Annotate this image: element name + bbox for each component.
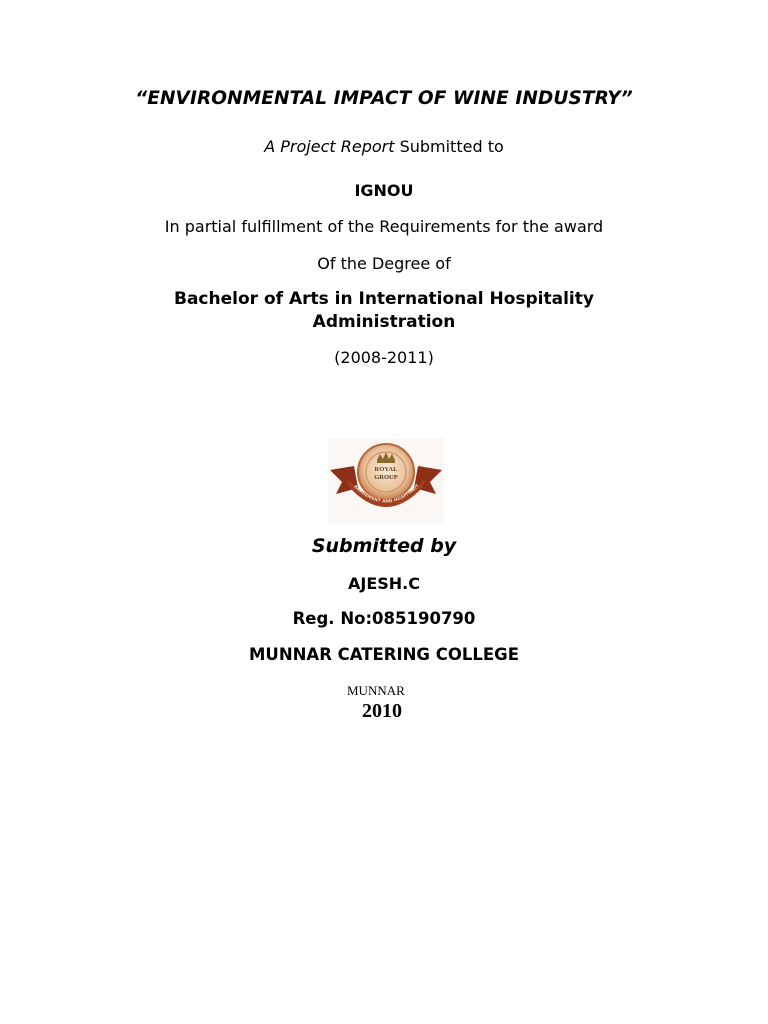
degree-name-line-2: Administration [312,312,456,332]
crown-base [377,460,395,463]
ribbon-caption-text: ANAGEMENT AND HOSPITALIT [352,482,420,504]
crest-text-line-1: ROYAL [374,466,398,473]
submitted-by-heading: Submitted by [311,535,457,557]
college-name: MUNNAR CATERING COLLEGE [249,645,519,664]
crest-text-line-2: GROUP [374,474,398,481]
study-period: (2008-2011) [334,348,434,367]
college-city: MUNNAR [347,683,405,698]
registration-number: Reg. No:085190790 [292,609,476,628]
degree-intro: Of the Degree of [317,254,451,273]
report-title: “ENVIRONMENTAL IMPACT OF WINE INDUSTRY” [135,88,633,109]
report-subtitle [0,137,768,156]
degree-name-line-1: Bachelor of Arts in International Hospitality [174,289,594,309]
report-type-label: A Project Report [264,137,395,156]
author-name: AJESH.C [348,574,420,593]
submission-year: 2010 [362,700,402,722]
fulfillment-statement: In partial fulfillment of the Requirements for the award [164,217,604,236]
royal-group-emblem-icon [328,438,444,524]
submitted-to-label: Submitted to [394,137,504,156]
institution-name: IGNOU [354,181,414,200]
